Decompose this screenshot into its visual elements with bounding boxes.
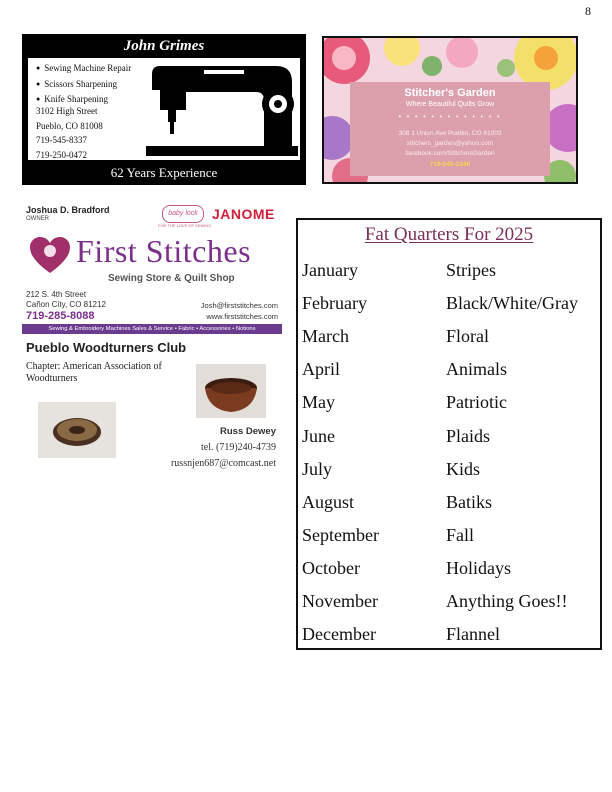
address-line: Pueblo, CO 81008 xyxy=(36,120,103,131)
street-line: 212 S. 4th Street xyxy=(26,290,87,299)
theme-label: Stripes xyxy=(446,260,497,281)
theme-label: Patriotic xyxy=(446,392,507,413)
babylock-logo: baby lock xyxy=(162,205,204,223)
month-label: March xyxy=(302,326,349,347)
phone-line: 719-250-0472 xyxy=(36,149,87,160)
sewing-machine-icon xyxy=(146,60,298,158)
month-label: June xyxy=(302,425,335,446)
fat-quarter-row xyxy=(302,386,602,419)
theme-label: Plaids xyxy=(446,425,491,446)
theme-label: Batiks xyxy=(446,491,493,512)
month-label: May xyxy=(302,392,335,413)
woodturners-club-name: Pueblo Woodturners Club xyxy=(26,340,187,355)
owner-name: Joshua D. Bradford xyxy=(26,205,110,215)
first-stitches-email: Josh@firststitches.com xyxy=(200,301,278,310)
stitchers-garden-name: Stitcher's Garden xyxy=(404,87,496,99)
fat-quarter-row xyxy=(302,353,602,386)
theme-label: Animals xyxy=(446,359,507,380)
stitchers-garden-tagline: Where Beautiful Quilts Grow xyxy=(405,101,495,108)
theme-label: Flannel xyxy=(446,624,500,645)
john-grimes-card xyxy=(22,34,306,185)
wood-platter-icon xyxy=(38,402,116,458)
woodturners-contact-name: Russ Dewey xyxy=(220,426,276,437)
theme-label: Holidays xyxy=(446,557,511,578)
fat-quarter-row xyxy=(302,453,602,486)
fat-quarter-row xyxy=(302,486,602,519)
month-label: February xyxy=(302,293,367,314)
woodturners-email: russnjen687@comcast.net xyxy=(170,458,276,469)
fat-quarter-row xyxy=(302,419,602,452)
first-stitches-ad xyxy=(22,201,282,335)
month-label: January xyxy=(302,260,358,281)
month-label: September xyxy=(302,524,379,545)
fat-quarter-row xyxy=(302,585,602,618)
first-stitches-subtitle: Sewing Store & Quilt Shop xyxy=(108,273,235,284)
wood-bowl-icon xyxy=(196,364,266,418)
fat-quarter-row xyxy=(302,519,602,552)
fat-quarter-row xyxy=(302,618,602,651)
month-label: August xyxy=(302,491,355,512)
stitchers-garden-phone: 719-545-2240 xyxy=(429,161,471,168)
fat-quarter-row xyxy=(302,552,602,585)
services-band: Sewing & Embroidery Machines Sales & Service • Fabric • Accessories • Notions xyxy=(22,324,282,334)
stitchers-garden-email: stitchers_garden@yahoo.com xyxy=(406,140,494,147)
service-item: ● Knife Sharpening xyxy=(36,92,131,108)
fat-quarter-row xyxy=(302,254,602,287)
john-grimes-info-panel xyxy=(28,58,300,160)
month-label: October xyxy=(302,557,360,578)
fat-quarter-row xyxy=(302,287,602,320)
owner-label: OWNER xyxy=(26,216,49,222)
theme-label: Kids xyxy=(446,458,481,479)
dots-divider: • • • • • • • • • • • • • xyxy=(398,113,502,121)
babylock-tagline: FOR THE LOVE OF SEWING xyxy=(158,223,212,228)
stitchers-garden-card xyxy=(322,36,578,184)
janome-logo: JANOME xyxy=(212,206,275,222)
first-stitches-brand: First Stitches xyxy=(76,233,252,269)
service-item: ● Sewing Machine Repair xyxy=(36,61,131,77)
page-number: 8 xyxy=(585,4,591,18)
stitchers-garden-address: 308 1 Union Ave Pueblo, CO 81003 xyxy=(398,130,502,137)
woodturners-ad xyxy=(22,338,282,478)
heart-icon xyxy=(28,235,72,275)
fat-quarters-box xyxy=(296,218,602,650)
fat-quarters-title: Fat Quarters For 2025 xyxy=(364,224,534,245)
first-stitches-contact xyxy=(201,300,278,322)
theme-label: Anything Goes!! xyxy=(446,590,568,611)
wood-bowl-photo xyxy=(196,364,266,418)
month-label: July xyxy=(302,458,333,479)
theme-label: Black/White/Gray xyxy=(446,293,578,314)
month-label: December xyxy=(302,624,376,645)
first-stitches-phone: 719-285-8088 xyxy=(26,310,95,322)
city-line: Cañon City, CO 81212 xyxy=(26,300,106,309)
john-grimes-services xyxy=(36,61,131,108)
stitchers-garden-facebook: facebook.com/StitchersGarden xyxy=(405,150,495,157)
fat-quarters-list xyxy=(302,254,602,651)
service-item: ● Scissors Sharpening xyxy=(36,77,131,93)
theme-label: Fall xyxy=(446,524,475,545)
phone-line: 719-545-8337 xyxy=(36,135,87,146)
month-label: November xyxy=(302,590,378,611)
address-line: 3102 High Street xyxy=(36,106,98,116)
john-grimes-name: John Grimes xyxy=(123,38,205,54)
fat-quarter-row xyxy=(302,320,602,353)
john-grimes-address xyxy=(36,104,103,162)
woodturners-chapter: Chapter: American Association of Woodturners xyxy=(26,361,162,384)
first-stitches-address xyxy=(26,290,106,310)
theme-label: Floral xyxy=(446,326,489,347)
woodturners-phone: tel. (719)240-4739 xyxy=(201,442,276,453)
wood-platter-photo xyxy=(38,402,116,458)
first-stitches-website: www.firststitches.com xyxy=(206,312,278,321)
month-label: April xyxy=(302,359,340,380)
john-grimes-experience: 62 Years Experience xyxy=(110,165,218,180)
